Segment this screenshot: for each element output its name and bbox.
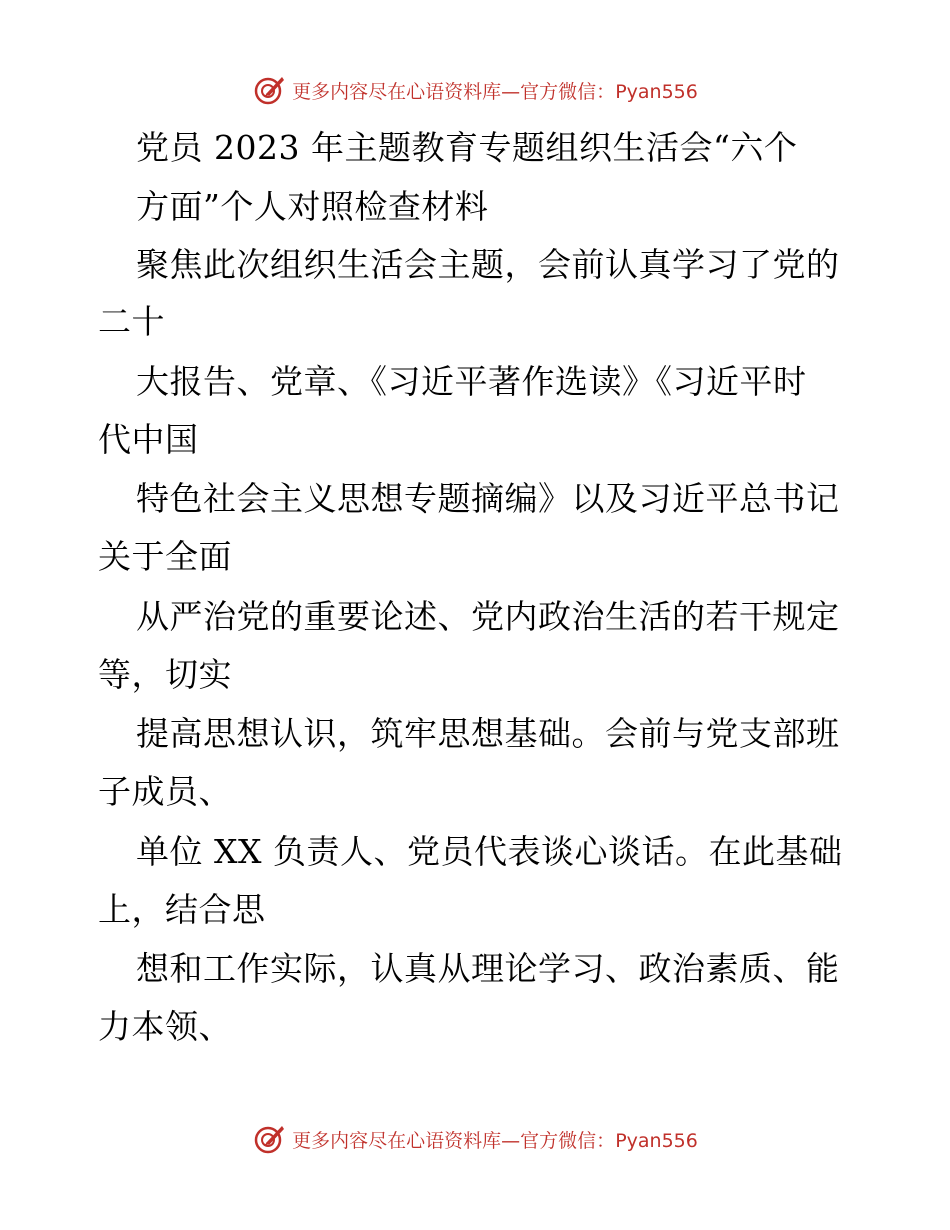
watermark-text (292, 77, 698, 104)
watermark-group (252, 1121, 698, 1157)
doc-text-line: 二十 (98, 302, 165, 341)
doc-text-line: 单位 XX 负责人、党员代表谈心谈话。在此基础 (136, 832, 843, 871)
watermark-site-text: 更多内容尽在心语资料库 (292, 1129, 502, 1152)
quill-pen-logo-icon (252, 1121, 288, 1157)
doc-text-line: 子成员、 (98, 772, 232, 811)
watermark-separator: — (501, 1129, 521, 1152)
watermark-separator: — (501, 80, 521, 103)
doc-text-line: 等，切实 (98, 655, 232, 694)
watermark-text (292, 1126, 698, 1153)
watermark-site-text: 更多内容尽在心语资料库 (292, 80, 502, 103)
footer-watermark (0, 1119, 950, 1159)
watermark-wechat-id: Pyan556 (615, 80, 698, 103)
doc-text-line: 从严治党的重要论述、党内政治生活的若干规定 (136, 597, 840, 636)
doc-text-line: 提高思想认识，筑牢思想基础。会前与党支部班 (136, 714, 840, 753)
doc-text-line: 上，结合思 (98, 890, 266, 929)
quill-pen-logo-icon (252, 72, 288, 108)
doc-text-line: 大报告、党章、《习近平著作选读》《习近平时 (136, 362, 807, 401)
watermark-wechat-label: 官方微信： (520, 80, 616, 103)
doc-text-line: 特色社会主义思想专题摘编》以及习近平总书记 (136, 479, 840, 518)
doc-text-line: 关于全面 (98, 537, 232, 576)
watermark-wechat-id: Pyan556 (615, 1129, 698, 1152)
watermark-wechat-label: 官方微信： (520, 1129, 616, 1152)
doc-text-line: 力本领、 (98, 1007, 232, 1046)
doc-title-line-2: 方面”个人对照检查材料 (136, 187, 489, 226)
doc-title-line-1: 党员 2023 年主题教育专题组织生活会“六个 (136, 128, 798, 167)
watermark-group (252, 72, 698, 108)
doc-text-line: 聚焦此次组织生活会主题，会前认真学习了党的 (136, 245, 840, 284)
doc-text-line: 想和工作实际，认真从理论学习、政治素质、能 (136, 949, 840, 988)
doc-text-line: 代中国 (98, 420, 199, 459)
header-watermark (0, 70, 950, 110)
